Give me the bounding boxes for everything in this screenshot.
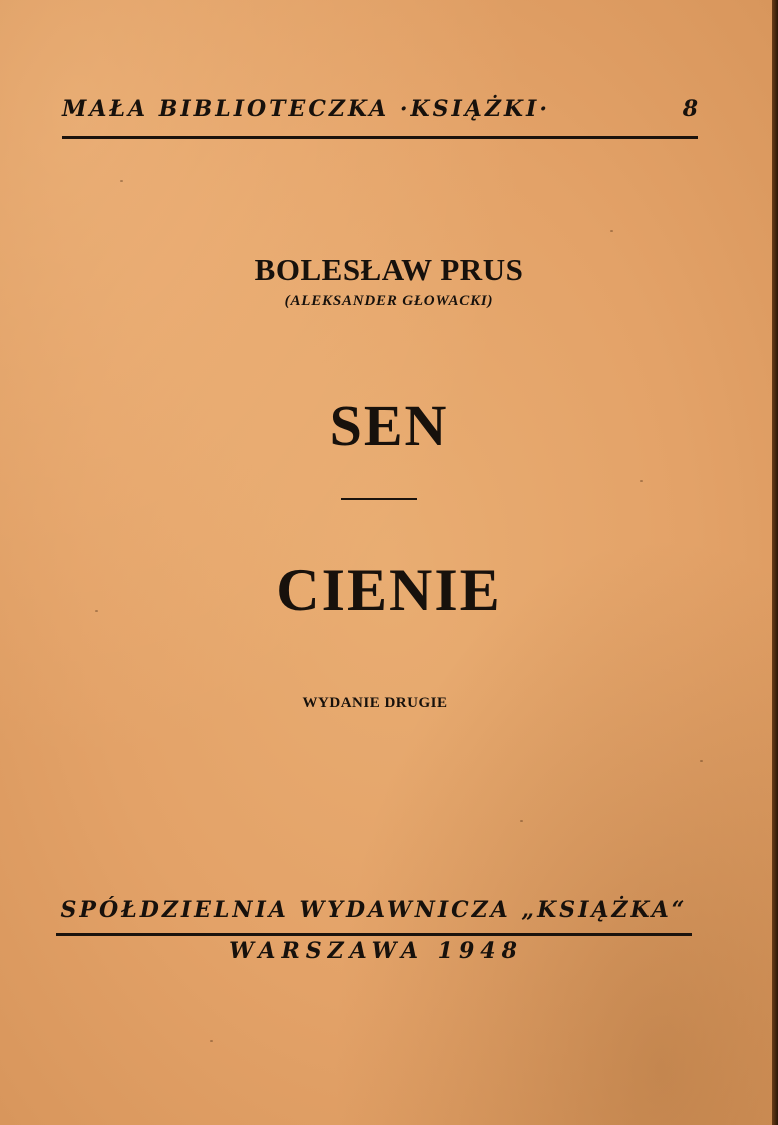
paper-speck <box>120 180 123 182</box>
paper-speck <box>700 760 703 762</box>
paper-speck <box>210 1040 213 1042</box>
publisher-name: SPÓŁDZIELNIA WYDAWNICZA „KSIĄŻKA“ <box>56 897 692 936</box>
edition-label: WYDANIE DRUGIE <box>302 695 448 711</box>
author-real-name: (ALEKSANDER GŁOWACKI) <box>284 293 494 309</box>
series-number: 8 <box>682 96 698 122</box>
publisher-place-year: WARSZAWA 1948 <box>229 938 523 964</box>
series-header <box>62 96 698 139</box>
author-pen-name: BOLESŁAW PRUS <box>254 252 524 287</box>
title-divider <box>341 498 417 500</box>
paper-speck <box>520 820 523 822</box>
series-title: MAŁA BIBLIOTECZKA ·KSIĄŻKI· <box>62 96 550 122</box>
paper-speck <box>610 230 613 232</box>
book-title-first: SEN <box>329 393 449 458</box>
paper-speck <box>640 480 643 482</box>
page-edge <box>772 0 778 1125</box>
book-title-second: CIENIE <box>276 557 502 623</box>
